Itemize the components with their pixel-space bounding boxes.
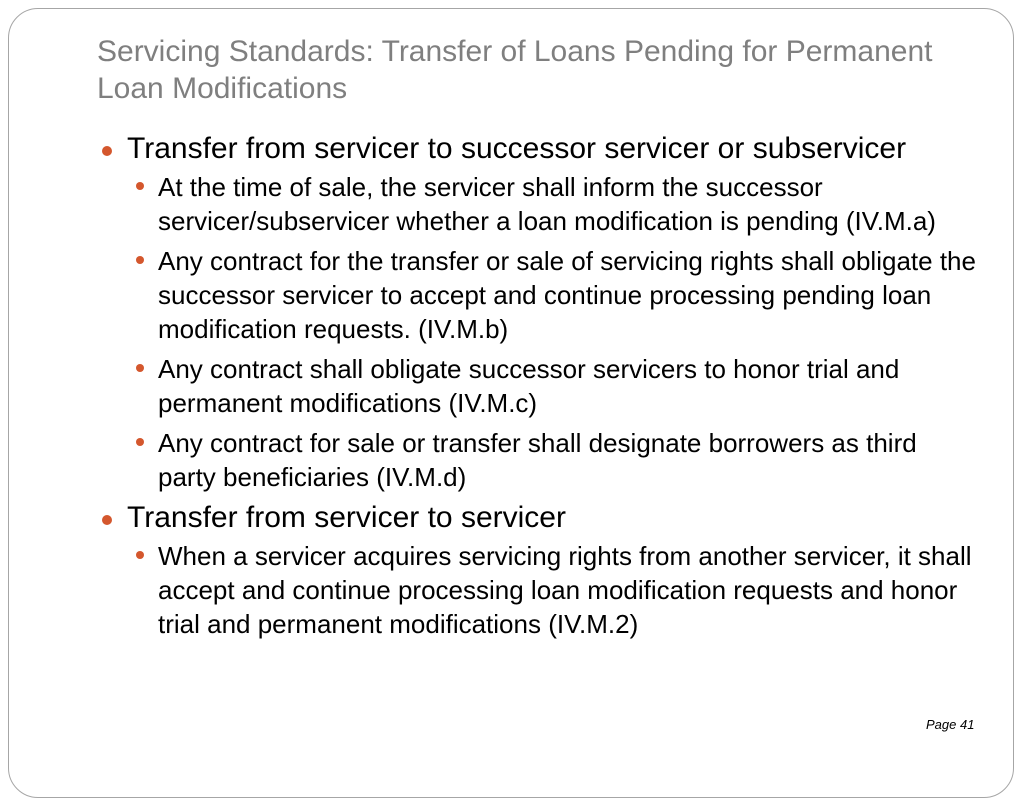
- sub-bullet-list: [100, 170, 980, 494]
- bullet-level2: At the time of sale, the servicer shall inform the successor servicer/subservicer whether a loan modification is pending (IV.M.a): [131, 170, 980, 238]
- bullet-level1: Transfer from servicer to servicer: [100, 500, 980, 536]
- bullet-level2: When a servicer acquires servicing rights from another servicer, it shall accept and continue processing loan modification requests and honor trial and permanent modifications (IV.M.2): [131, 539, 980, 641]
- page-number: Page 41: [926, 717, 975, 732]
- sub-bullet-list: [100, 539, 980, 641]
- bullet-level2: Any contract shall obligate successor servicers to honor trial and permanent modifications (IV.M.c): [131, 352, 980, 420]
- bullet-level2: Any contract for sale or transfer shall designate borrowers as third party beneficiaries (IV.M.d): [131, 426, 980, 494]
- bullet-level2: Any contract for the transfer or sale of servicing rights shall obligate the successor servicer to accept and continue processing pending loan modification requests. (IV.M.b): [131, 244, 980, 346]
- slide-body: [100, 131, 980, 647]
- slide-title: Servicing Standards: Transfer of Loans Pending for Permanent Loan Modifications: [97, 35, 933, 105]
- bullet-level1: Transfer from servicer to successor servicer or subservicer: [100, 131, 980, 167]
